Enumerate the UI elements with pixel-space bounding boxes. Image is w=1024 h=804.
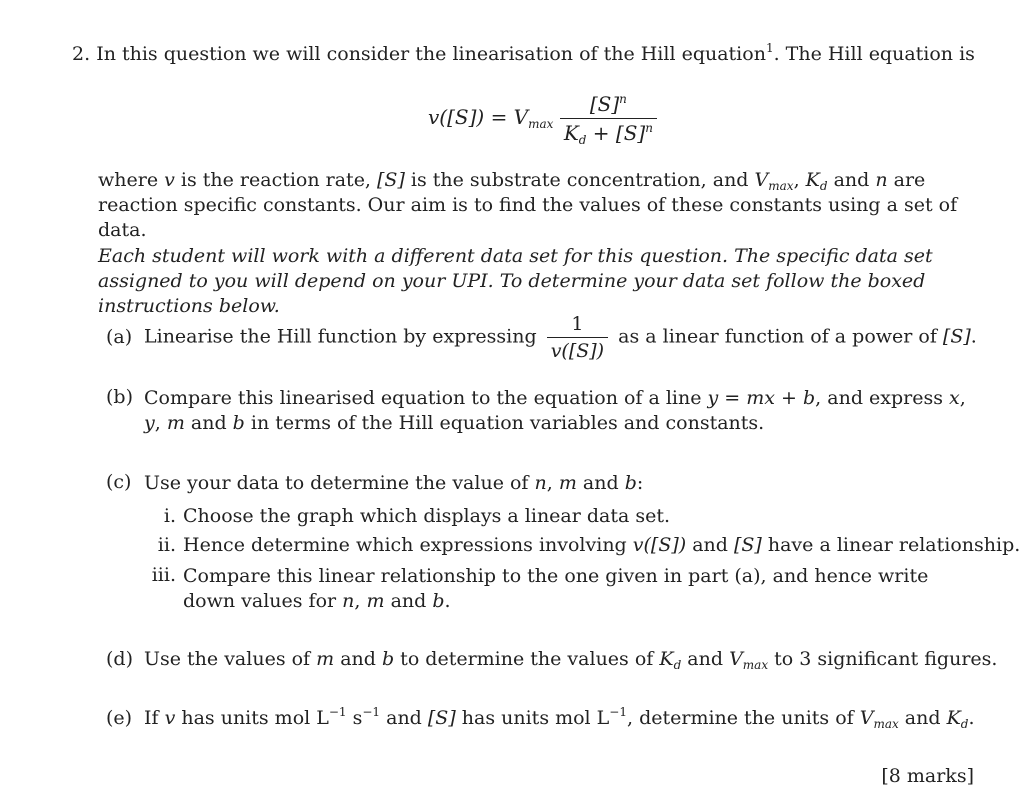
var-n: n [534, 472, 547, 494]
instructions-paragraph: Each student will work with a different data set for this question. The specific data set assigned to you will depend on your UPI. To determine your data set follow the boxed instructions below. [98, 245, 933, 317]
denominator-exponent: n [645, 121, 653, 135]
equation-lhs-sub: max [528, 117, 554, 131]
numerator-exponent: n [619, 92, 627, 106]
intro-text: In this question we will consider the linearisation of the Hill equation [96, 43, 766, 65]
var-v: v([S]) [632, 534, 687, 556]
part-a-fraction [547, 313, 608, 362]
part-b-body [144, 386, 979, 436]
marks-label: [8 marks] [881, 765, 974, 787]
question-number: 2. [72, 43, 91, 65]
var-s: [S] [377, 169, 405, 191]
text: and [681, 648, 730, 670]
subitem-i-number: i. [163, 505, 176, 527]
text: has units mol L [455, 707, 610, 729]
exponent: −1 [609, 705, 627, 719]
var-b: b [624, 472, 637, 494]
var-v: v [164, 707, 176, 729]
text: where [98, 169, 165, 191]
var-vmax: V [754, 169, 769, 191]
denominator-s: + [S] [586, 121, 646, 145]
text: Use the values of [144, 648, 317, 670]
subitem-iii-text [183, 564, 978, 614]
numerator-text: [S] [589, 92, 620, 116]
text: and [184, 412, 233, 434]
var-kd-sub: d [673, 658, 682, 672]
var-y: y [144, 412, 155, 434]
part-d-label: (d) [106, 648, 133, 670]
text: Linearise the Hill function by expressing [144, 325, 537, 348]
text: , [793, 169, 806, 191]
text: , and express [815, 387, 950, 409]
text: and [334, 648, 382, 670]
equation-lhs: v([S]) = V [428, 105, 529, 129]
var-vmax-sub: max [742, 658, 769, 672]
part-c-body [144, 471, 979, 496]
var-kd: K [805, 169, 820, 191]
var-n: n [875, 169, 888, 191]
text: and [686, 534, 734, 556]
text: s [346, 707, 363, 729]
var-vmax: V [859, 707, 874, 729]
text: and [898, 707, 947, 729]
var-m: m [558, 472, 577, 494]
var-m: m [316, 648, 335, 670]
equation-numerator [560, 92, 657, 119]
text: , determine the units of [627, 707, 860, 729]
text: Compare this linear relationship to the one given in part (a), and hence write down values for [183, 565, 929, 612]
text: Compare this linearised equation to the equation of a line [144, 387, 708, 409]
text: , [154, 412, 167, 434]
subitem-i-text: Choose the graph which displays a linear data set. [183, 505, 671, 527]
text: to determine the values of [394, 648, 660, 670]
text: . [968, 707, 975, 729]
var-x: x [949, 387, 960, 409]
text: , [354, 590, 367, 612]
definitions-paragraph [98, 168, 978, 243]
text: have a linear relationship. [761, 534, 1021, 556]
var-v: v [164, 169, 175, 191]
var-vmax-sub: max [768, 179, 794, 193]
part-c-label: (c) [106, 471, 132, 493]
text: are reaction specific constants. Our aim is to find the values of these constants using a set of data. [98, 169, 958, 241]
text: , [959, 387, 966, 409]
exponent: −1 [362, 705, 381, 719]
text: . [444, 590, 451, 612]
denominator-k: K [563, 121, 579, 145]
footnote-marker: 1 [765, 41, 774, 55]
exponent: −1 [328, 705, 347, 719]
var-s: [S] [733, 534, 762, 556]
part-d-body [144, 648, 997, 670]
text: and [384, 590, 433, 612]
var-kd: K [659, 648, 674, 670]
part-e-body [144, 707, 975, 729]
text: Hence determine which expressions involving [183, 534, 633, 556]
part-b-label: (b) [106, 386, 133, 408]
var-s: [S] [427, 707, 456, 729]
var-b: b [232, 412, 245, 434]
line-equation: y = mx + b [707, 387, 816, 409]
question-header [72, 43, 975, 65]
equation-fraction [560, 92, 657, 145]
var-kd-sub: d [960, 717, 969, 731]
fraction-numerator: 1 [547, 313, 608, 338]
text: and [576, 472, 625, 494]
var-kd-sub: d [819, 179, 828, 193]
fraction-denominator: v([S]) [550, 340, 605, 362]
part-e-label: (e) [106, 707, 133, 729]
text: as a linear function of a power of [618, 325, 937, 348]
var-b: b [381, 648, 395, 670]
part-a-label: (a) [106, 326, 133, 348]
var-m: m [166, 412, 185, 434]
subitem-ii-number: ii. [157, 534, 176, 556]
text: is the reaction rate, [174, 169, 378, 191]
part-a-body [144, 313, 977, 362]
text: and [827, 169, 876, 191]
text: If [144, 707, 165, 729]
text: , [546, 472, 559, 494]
var-vmax-sub: max [873, 717, 899, 731]
subitem-ii-text [183, 534, 1020, 556]
subitem-iii-number: iii. [151, 564, 176, 586]
text: . [970, 325, 977, 348]
denominator-k-sub: d [578, 133, 587, 147]
text: has units mol L [175, 707, 329, 729]
intro-text-end: . The Hill equation is [773, 43, 975, 65]
text: and [380, 707, 428, 729]
var-kd: K [946, 707, 961, 729]
text: Use your data to determine the value of [144, 472, 535, 494]
hill-equation [428, 92, 657, 145]
var-b: b [432, 590, 445, 612]
text: to 3 significant figures. [768, 648, 998, 670]
var-m: m [366, 590, 385, 612]
var-vmax: V [729, 648, 743, 670]
equation-denominator [560, 119, 657, 145]
var-n: n [342, 590, 355, 612]
text: : [636, 472, 644, 494]
text: in terms of the Hill equation variables and constants. [244, 412, 765, 434]
var-s: [S] [942, 325, 971, 348]
text: is the substrate concentration, and [404, 169, 755, 191]
